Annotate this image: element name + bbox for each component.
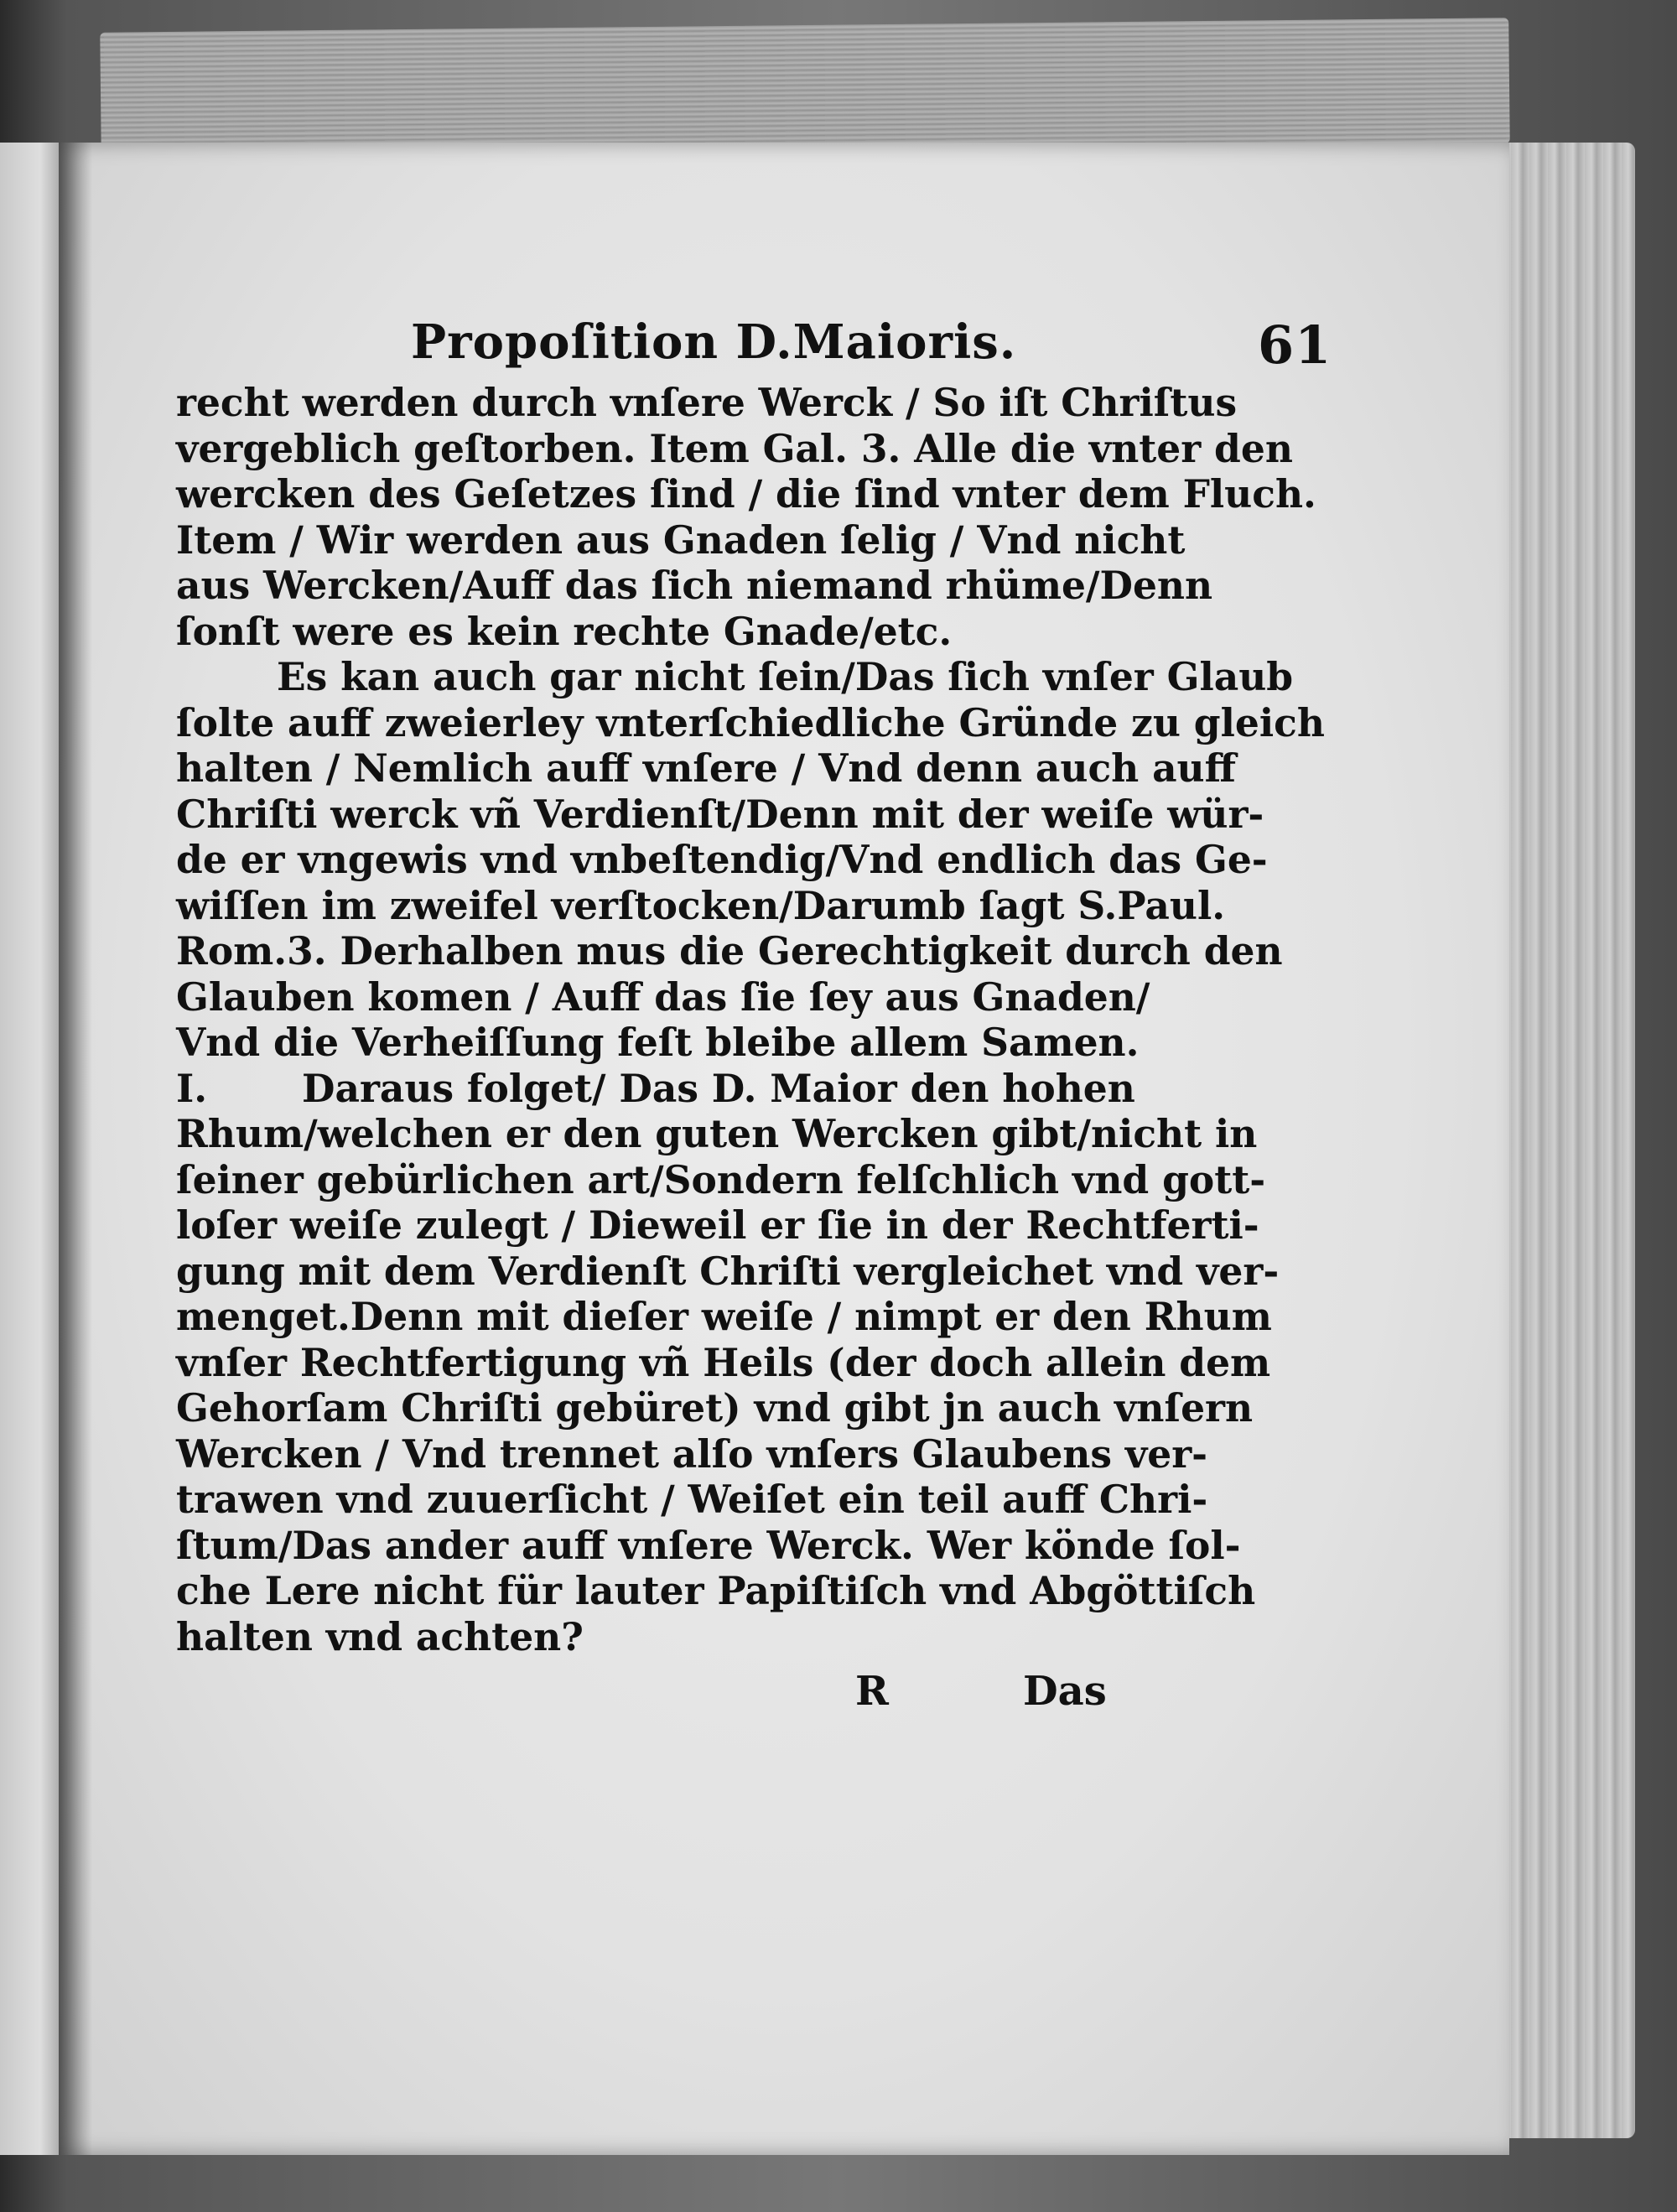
section-number: I. (176, 1065, 208, 1111)
text-line: Gehorſam Chriſti gebüret) vnd gibt jn auch vnſern (176, 1385, 1254, 1431)
text-line-numbered (176, 1066, 1140, 1112)
text-line: ſtum/Das ander auff vnſere Werck. Wer könde ſol- (176, 1522, 1241, 1568)
text-line: vnſer Rechtfertigung vñ Heils (der doch allein dem (176, 1339, 1271, 1385)
text-line: ſeiner gebürlichen art/Sondern felſchlich vnd gott- (176, 1156, 1266, 1202)
page-number: 61 (1258, 314, 1332, 376)
text-line: ſolte auff zweierley vnterſchiedliche Gründe zu gleich (176, 699, 1325, 745)
page-footer (176, 1668, 1140, 1727)
gutter-shadow (59, 143, 92, 2155)
facing-page-edge (0, 143, 67, 2155)
signature-mark: R (855, 1668, 889, 1715)
text-line: wiſſen im zweifel verſtocken/Darumb ſagt S.Paul. (176, 882, 1226, 928)
text-line: che Lere nicht für lauter Papiſtiſch vnd Abgöttiſch (176, 1568, 1256, 1613)
text-line: recht werden durch vnſere Werck / So iſt Chriſtus (176, 380, 1238, 425)
text-line: Glauben komen / Auff das ſie ſey aus Gnaden/ (176, 974, 1150, 1020)
text-line: Vnd die Verheiſſung feſt bleibe allem Samen. (176, 1020, 1140, 1065)
page-text (176, 314, 1332, 1727)
text-line: menget.Denn mit dieſer weiſe / nimpt er den Rhum (176, 1294, 1272, 1339)
catchword: Das (1023, 1668, 1107, 1715)
text-line: wercken des Geſetzes ſind / die ſind vnter dem Fluch. (176, 471, 1316, 517)
text-line: Rom.3. Derhalben mus die Gerechtigkeit durch den (176, 928, 1283, 974)
text-line: Rhum/welchen er den guten Wercken gibt/nicht in (176, 1111, 1258, 1156)
text-line: de er vngewis vnd vnbeſtendig/Vnd endlich das Ge- (176, 837, 1268, 882)
text-line: Daraus folget/ Das D. Maior den hohen (302, 1065, 1135, 1111)
page-stack-top-edge (100, 18, 1509, 158)
text-line: trawen vnd zuuerſicht / Weiſet ein teil auff Chri- (176, 1477, 1208, 1522)
running-head (411, 314, 1332, 380)
text-line: Es kan auch gar nicht ſein/Das ſich vnſer Glaub (277, 654, 1294, 699)
text-line: halten vnd achten? (176, 1613, 584, 1659)
text-line: loſer weiſe zulegt / Dieweil er ſie in der Rechtferti- (176, 1202, 1259, 1248)
text-line: aus Wercken/Auff das ſich niemand rhüme/Denn (176, 563, 1213, 608)
text-line: Item / Wir werden aus Gnaden ſelig / Vnd nicht (176, 517, 1186, 563)
page-stack-right-edge (1493, 143, 1635, 2138)
text-line: gung mit dem Verdienſt Chriſti vergleichet vnd ver- (176, 1248, 1280, 1294)
text-line: vergeblich geſtorben. Item Gal. 3. Alle die vnter den (176, 425, 1293, 471)
text-line: ſonſt were es kein rechte Gnade/etc. (176, 608, 953, 654)
text-line: Wercken / Vnd trennet alſo vnſers Glaubens ver- (176, 1431, 1208, 1477)
text-line: halten / Nemlich auff vnſere / Vnd denn auch auff (176, 745, 1236, 791)
running-head-title: Propoſition D.Maioris. (411, 314, 1017, 370)
text-line: Chriſti werck vñ Verdienſt/Denn mit der weiſe wür- (176, 791, 1264, 837)
